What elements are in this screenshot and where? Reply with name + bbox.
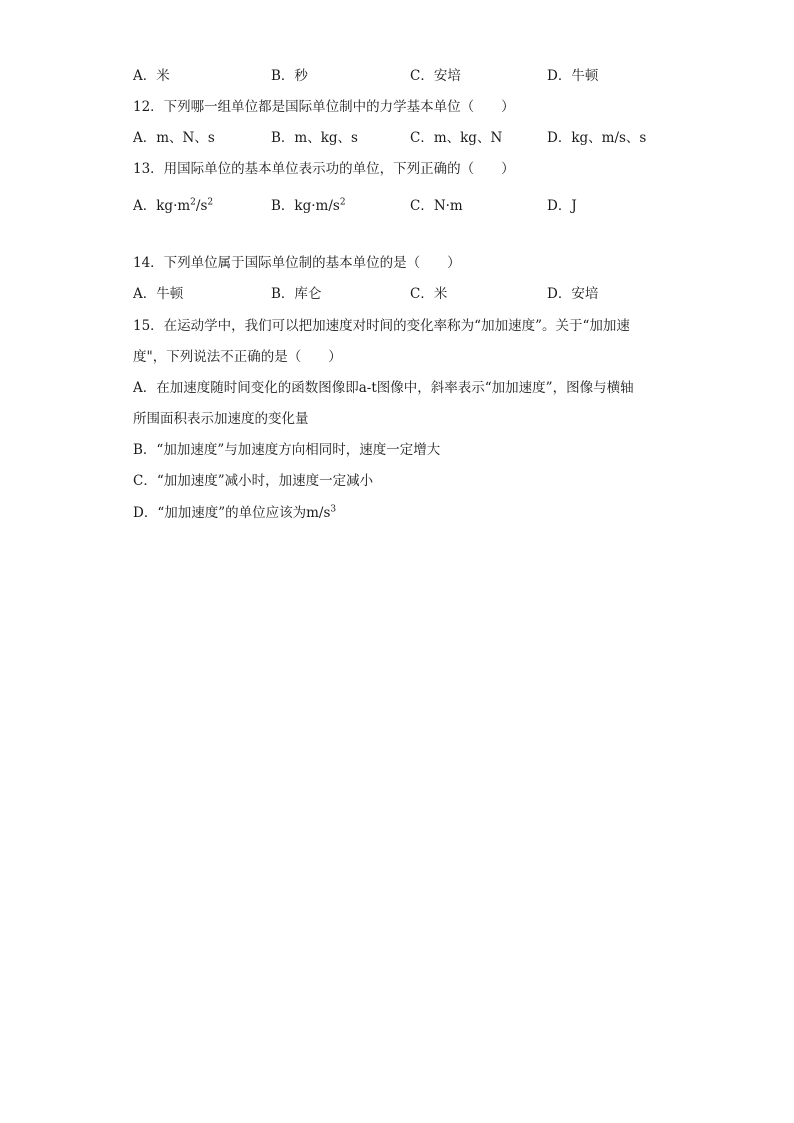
q12-option-a[interactable]: A．m、N、s	[133, 130, 215, 146]
q15-option-a-line1[interactable]: A．在加速度随时间变化的函数图像即a-t图像中，斜率表示“加加速度”，图像与横轴	[133, 380, 634, 396]
q14-option-d[interactable]: D．安培	[547, 286, 599, 302]
q15-option-d-sup: 3	[330, 504, 337, 515]
q11-options	[133, 66, 673, 86]
q15-option-c[interactable]: C．“加加速度”减小时，加速度一定减小	[133, 473, 374, 489]
q11-option-d[interactable]: D．牛顿	[547, 68, 599, 84]
q12-options	[133, 128, 673, 148]
q13-option-b-prefix: B．kg·m/s	[271, 198, 340, 214]
q14-option-c[interactable]: C．米	[410, 286, 448, 302]
q14-stem: 14．下列单位属于国际单位制的基本单位的是（ ）	[133, 255, 461, 271]
q15-stem-line1: 15．在运动学中，我们可以把加速度对时间的变化率称为“加加速度”。关于“加加速	[133, 318, 630, 334]
q14-option-a[interactable]: A．牛顿	[133, 286, 184, 302]
q14-options	[133, 284, 673, 304]
q13-option-a-sup1: 2	[190, 197, 196, 208]
q13-option-a-prefix: A．kg·m	[133, 198, 191, 214]
q13-option-a[interactable]	[133, 196, 213, 216]
q11-option-c[interactable]: C．安培	[410, 68, 461, 84]
q12-stem: 12．下列哪一组单位都是国际单位制中的力学基本单位（ ）	[133, 99, 515, 115]
q11-option-b[interactable]: B．秒	[271, 68, 308, 84]
q15-option-a-line2: 所围面积表示加速度的变化量	[133, 411, 309, 427]
q15-option-d[interactable]	[133, 503, 673, 523]
q12-option-c[interactable]: C．m、kg、N	[410, 130, 503, 146]
q13-option-c[interactable]: C．N·m	[410, 198, 463, 214]
q12-option-d[interactable]: D．kg、m/s、s	[547, 130, 647, 146]
q13-option-d[interactable]: D．J	[547, 198, 577, 214]
q13-option-b-sup: 2	[339, 197, 346, 208]
q12-option-b[interactable]: B．m、kg、s	[271, 130, 358, 146]
q13-options	[133, 196, 673, 216]
q13-stem: 13．用国际单位的基本单位表示功的单位，下列正确的（ ）	[133, 161, 515, 177]
q15-option-b[interactable]: B．“加加速度”与加速度方向相同时，速度一定增大	[133, 442, 441, 458]
q15-option-d-prefix: D．“加加速度”的单位应该为m/s	[133, 505, 331, 521]
q15-stem-line2: 度"，下列说法不正确的是（ ）	[133, 349, 342, 365]
q14-option-b[interactable]: B．库仑	[271, 286, 322, 302]
q13-option-b[interactable]	[271, 196, 346, 216]
q11-option-a[interactable]: A．米	[133, 68, 170, 84]
q13-option-a-mid: /s	[195, 198, 208, 214]
q13-option-a-sup2: 2	[207, 197, 214, 208]
